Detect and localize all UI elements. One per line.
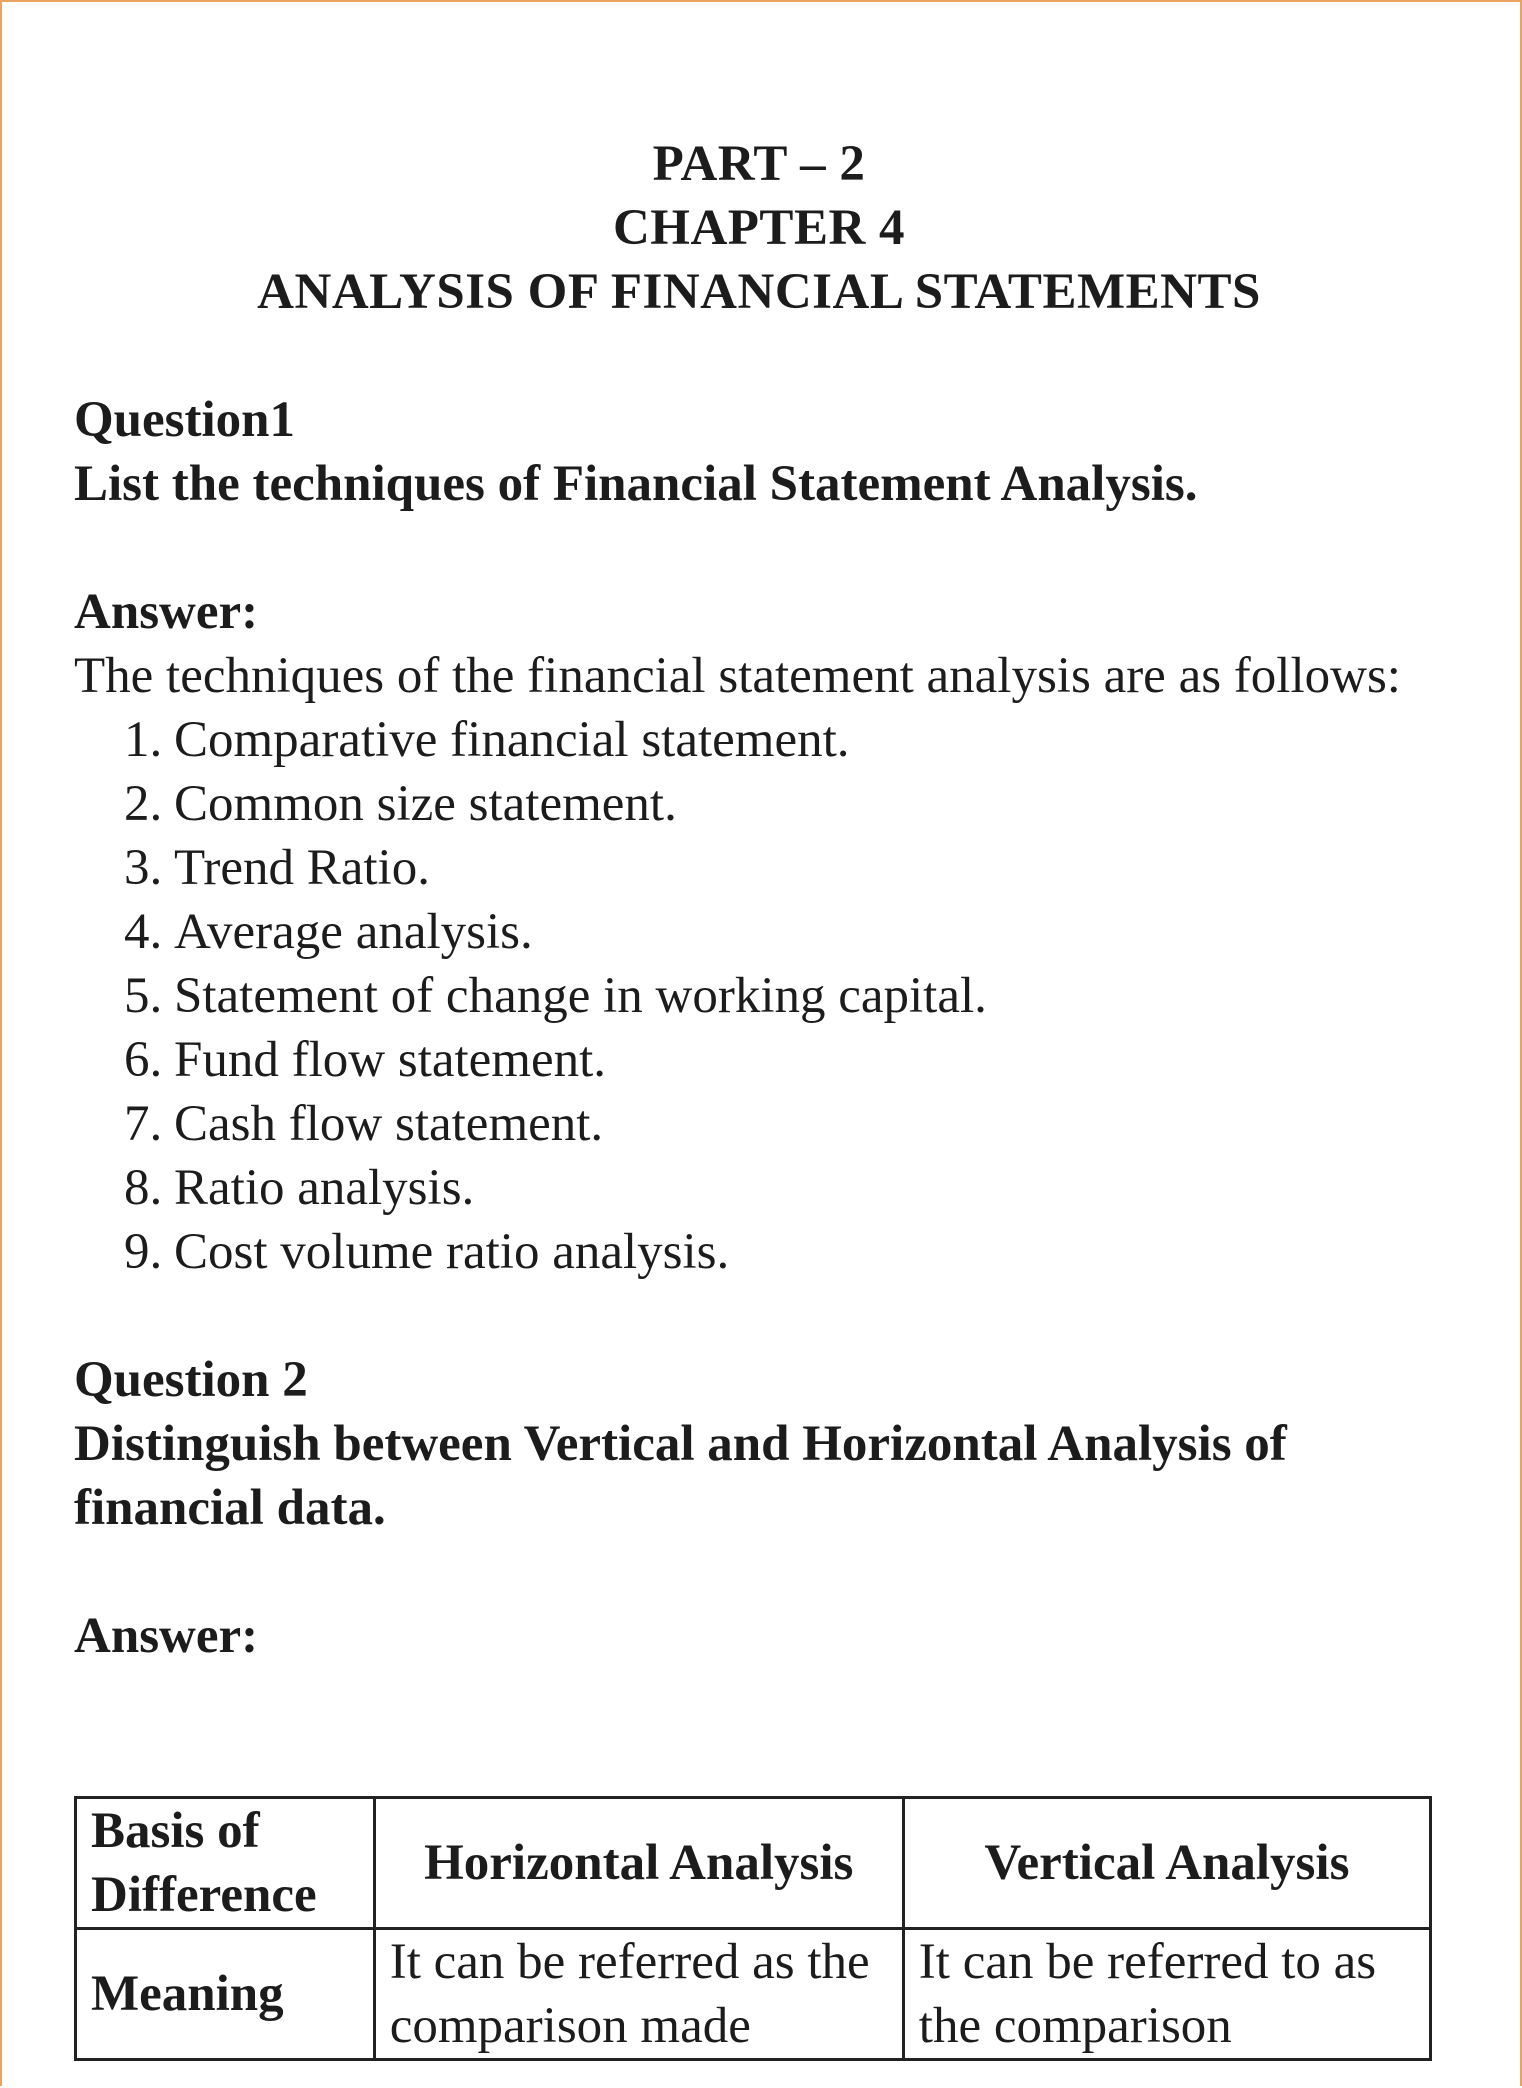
list-item: 1. Comparative financial statement. [124,712,850,768]
table-row [76,1929,1431,2060]
table-cell: It can be referred to as the comparison [903,1929,1430,2060]
question2-label: Question 2 [74,1352,308,1408]
document-content [74,132,1454,2054]
list-item: 2. Common size statement. [124,776,677,832]
table-header-basis: Basis of Difference [76,1798,375,1929]
difference-table [74,1796,1432,2061]
chapter-title: CHAPTER 4 [612,200,906,256]
question1-answer-label: Answer: [74,584,259,640]
question1-answer-intro: The techniques of the financial statement analysis are as follows: [74,648,1401,704]
list-item: 7. Cash flow statement. [124,1096,604,1152]
question1-text: List the techniques of Financial Statement Analysis. [74,456,1198,512]
part-title: PART – 2 [652,136,866,192]
list-item: 4. Average analysis. [124,904,533,960]
table-header-row [76,1798,1431,1929]
question1-label: Question1 [74,392,296,448]
chapter-subject: ANALYSIS OF FINANCIAL STATEMENTS [257,264,1261,320]
table-header-horizontal: Horizontal Analysis [374,1798,903,1929]
table-cell: Meaning [76,1929,375,2060]
question2-text: Distinguish between Vertical and Horizontal Analysis of financial data. [74,1416,1287,1536]
question2-answer-label: Answer: [74,1608,259,1664]
list-item: 8. Ratio analysis. [124,1160,475,1216]
list-item: 6. Fund flow statement. [124,1032,607,1088]
table-cell: It can be referred as the comparison made [374,1929,903,2060]
techniques-list [74,708,1454,1284]
table-header-vertical: Vertical Analysis [903,1798,1430,1929]
chapter-heading [64,132,1454,324]
list-item: 9. Cost volume ratio analysis. [124,1224,730,1280]
list-item: 3. Trend Ratio. [124,840,430,896]
list-item: 5. Statement of change in working capital. [124,968,987,1024]
